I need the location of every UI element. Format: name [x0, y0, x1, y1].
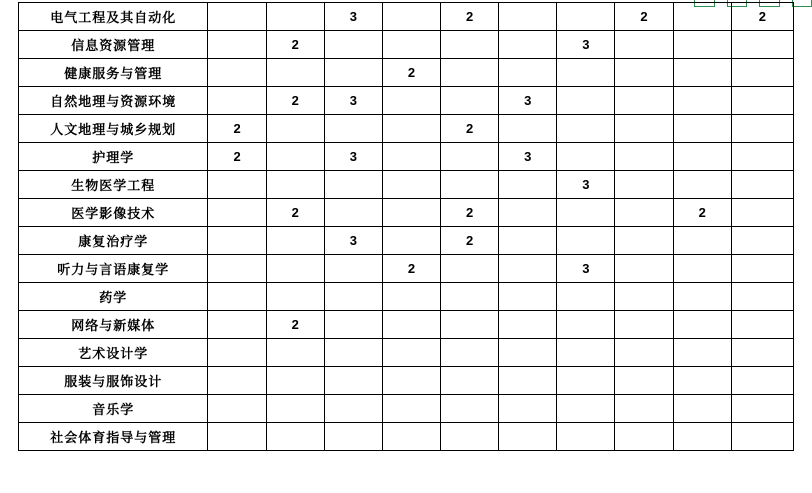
quota-cell — [208, 171, 266, 199]
quota-cell — [324, 199, 382, 227]
quota-cell — [731, 31, 793, 59]
quota-cell — [499, 3, 557, 31]
quota-cell — [208, 283, 266, 311]
quota-cell — [499, 339, 557, 367]
quota-cell — [615, 59, 673, 87]
quota-cell — [731, 59, 793, 87]
quota-cell — [382, 171, 440, 199]
quota-cell — [499, 115, 557, 143]
quota-cell — [382, 227, 440, 255]
quota-cell — [673, 87, 731, 115]
quota-cell — [208, 255, 266, 283]
major-name-cell: 服装与服饰设计 — [19, 367, 208, 395]
quota-cell — [499, 423, 557, 451]
quota-cell: 2 — [208, 115, 266, 143]
quota-cell — [382, 115, 440, 143]
quota-cell — [673, 31, 731, 59]
quota-cell — [731, 87, 793, 115]
quota-cell — [615, 143, 673, 171]
quota-cell: 2 — [673, 199, 731, 227]
quota-cell: 2 — [441, 199, 499, 227]
quota-cell — [382, 199, 440, 227]
quota-cell — [324, 395, 382, 423]
quota-cell — [731, 283, 793, 311]
major-name-cell: 音乐学 — [19, 395, 208, 423]
quota-cell — [731, 339, 793, 367]
major-name-cell: 网络与新媒体 — [19, 311, 208, 339]
quota-cell — [499, 59, 557, 87]
quota-cell — [266, 59, 324, 87]
table-row — [19, 3, 794, 31]
toolbar-button-4-icon[interactable] — [792, 0, 812, 7]
quota-cell — [731, 115, 793, 143]
quota-cell — [615, 367, 673, 395]
quota-cell — [266, 339, 324, 367]
quota-cell — [673, 423, 731, 451]
major-name-cell: 电气工程及其自动化 — [19, 3, 208, 31]
quota-cell — [731, 171, 793, 199]
quota-cell — [382, 311, 440, 339]
quota-cell — [324, 311, 382, 339]
quota-cell — [382, 3, 440, 31]
quota-cell — [615, 283, 673, 311]
table-row — [19, 423, 794, 451]
quota-cell: 3 — [324, 143, 382, 171]
quota-cell — [266, 283, 324, 311]
quota-cell — [441, 255, 499, 283]
quota-cell — [208, 59, 266, 87]
quota-cell — [324, 283, 382, 311]
quota-cell — [557, 311, 615, 339]
quota-cell: 3 — [557, 171, 615, 199]
quota-cell — [673, 311, 731, 339]
quota-cell: 2 — [441, 115, 499, 143]
major-name-cell: 人文地理与城乡规划 — [19, 115, 208, 143]
table-row — [19, 283, 794, 311]
quota-cell — [208, 227, 266, 255]
quota-cell — [266, 367, 324, 395]
quota-cell — [557, 227, 615, 255]
quota-cell — [731, 227, 793, 255]
quota-cell — [615, 171, 673, 199]
quota-cell — [208, 367, 266, 395]
quota-cell — [324, 171, 382, 199]
table-row — [19, 311, 794, 339]
quota-cell: 2 — [266, 199, 324, 227]
quota-cell — [673, 283, 731, 311]
quota-cell — [731, 423, 793, 451]
quota-cell: 2 — [382, 255, 440, 283]
quota-cell — [499, 31, 557, 59]
quota-cell — [615, 395, 673, 423]
quota-cell — [208, 199, 266, 227]
quota-cell — [731, 143, 793, 171]
quota-cell — [441, 171, 499, 199]
quota-cell — [499, 171, 557, 199]
quota-cell — [441, 423, 499, 451]
quota-cell — [557, 3, 615, 31]
quota-cell — [557, 87, 615, 115]
quota-cell — [731, 367, 793, 395]
quota-cell — [615, 199, 673, 227]
table-row — [19, 255, 794, 283]
quota-cell — [266, 395, 324, 423]
quota-cell — [441, 367, 499, 395]
quota-cell — [266, 423, 324, 451]
quota-cell — [208, 395, 266, 423]
quota-cell: 3 — [499, 143, 557, 171]
quota-cell — [382, 283, 440, 311]
quota-cell: 2 — [266, 87, 324, 115]
quota-cell: 2 — [208, 143, 266, 171]
major-name-cell: 药学 — [19, 283, 208, 311]
quota-cell — [557, 143, 615, 171]
table-row — [19, 199, 794, 227]
quota-cell — [324, 339, 382, 367]
quota-cell: 2 — [266, 31, 324, 59]
quota-cell — [441, 31, 499, 59]
quota-cell — [731, 255, 793, 283]
quota-cell — [266, 227, 324, 255]
major-name-cell: 听力与言语康复学 — [19, 255, 208, 283]
quota-cell — [266, 171, 324, 199]
quota-cell: 3 — [557, 255, 615, 283]
quota-cell: 3 — [324, 3, 382, 31]
quota-cell — [499, 227, 557, 255]
quota-cell — [673, 115, 731, 143]
table-row — [19, 59, 794, 87]
major-name-cell: 健康服务与管理 — [19, 59, 208, 87]
quota-cell — [441, 395, 499, 423]
quota-cell — [266, 115, 324, 143]
quota-cell — [499, 367, 557, 395]
quota-cell — [673, 171, 731, 199]
quota-cell — [615, 423, 673, 451]
quota-cell: 3 — [324, 87, 382, 115]
major-name-cell: 艺术设计学 — [19, 339, 208, 367]
quota-cell — [441, 59, 499, 87]
quota-cell — [499, 255, 557, 283]
quota-cell — [324, 367, 382, 395]
quota-cell — [557, 395, 615, 423]
quota-cell — [208, 3, 266, 31]
quota-cell — [557, 423, 615, 451]
quota-cell — [673, 339, 731, 367]
quota-cell — [441, 311, 499, 339]
quota-cell — [499, 199, 557, 227]
table-row — [19, 227, 794, 255]
quota-cell — [557, 283, 615, 311]
quota-cell — [382, 143, 440, 171]
quota-cell — [324, 31, 382, 59]
major-name-cell: 康复治疗学 — [19, 227, 208, 255]
quota-cell — [324, 59, 382, 87]
quota-cell — [324, 423, 382, 451]
table-row — [19, 31, 794, 59]
quota-cell: 2 — [615, 3, 673, 31]
quota-cell — [441, 339, 499, 367]
major-name-cell: 信息资源管理 — [19, 31, 208, 59]
quota-cell — [615, 115, 673, 143]
quota-cell: 2 — [441, 227, 499, 255]
quota-cell — [731, 199, 793, 227]
quota-cell — [731, 311, 793, 339]
quota-cell — [557, 367, 615, 395]
quota-cell — [382, 367, 440, 395]
quota-cell — [557, 115, 615, 143]
quota-cell: 2 — [266, 311, 324, 339]
quota-cell — [615, 255, 673, 283]
quota-cell — [673, 367, 731, 395]
quota-cell — [382, 87, 440, 115]
quota-cell — [731, 395, 793, 423]
quota-cell — [324, 115, 382, 143]
quota-cell — [615, 227, 673, 255]
quota-cell — [208, 423, 266, 451]
quota-cell — [557, 199, 615, 227]
quota-cell — [208, 339, 266, 367]
major-name-cell: 自然地理与资源环境 — [19, 87, 208, 115]
quota-cell — [382, 31, 440, 59]
table-row — [19, 115, 794, 143]
quota-cell: 3 — [499, 87, 557, 115]
quota-cell — [382, 395, 440, 423]
table-row — [19, 143, 794, 171]
table-row — [19, 339, 794, 367]
quota-cell — [615, 311, 673, 339]
major-name-cell: 生物医学工程 — [19, 171, 208, 199]
quota-cell: 3 — [324, 227, 382, 255]
quota-cell — [673, 227, 731, 255]
quota-cell — [441, 143, 499, 171]
quota-cell — [382, 339, 440, 367]
major-name-cell: 护理学 — [19, 143, 208, 171]
quota-cell — [557, 339, 615, 367]
quota-cell — [208, 311, 266, 339]
quota-cell — [499, 283, 557, 311]
quota-cell — [441, 283, 499, 311]
quota-cell — [499, 395, 557, 423]
table-row — [19, 367, 794, 395]
quota-cell — [324, 255, 382, 283]
quota-cell — [441, 87, 499, 115]
quota-cell — [673, 59, 731, 87]
table-row — [19, 87, 794, 115]
quota-cell — [557, 59, 615, 87]
quota-cell: 3 — [557, 31, 615, 59]
quota-cell — [673, 255, 731, 283]
quota-cell — [499, 311, 557, 339]
majors-quota-table — [18, 2, 794, 451]
quota-cell — [615, 339, 673, 367]
quota-cell — [673, 395, 731, 423]
major-name-cell: 社会体育指导与管理 — [19, 423, 208, 451]
quota-cell — [208, 87, 266, 115]
table-row — [19, 395, 794, 423]
major-name-cell: 医学影像技术 — [19, 199, 208, 227]
quota-cell — [615, 87, 673, 115]
quota-cell — [208, 31, 266, 59]
quota-cell — [266, 255, 324, 283]
quota-cell: 2 — [382, 59, 440, 87]
quota-cell — [615, 31, 673, 59]
table-row — [19, 171, 794, 199]
quota-cell — [382, 423, 440, 451]
quota-cell — [266, 3, 324, 31]
quota-cell: 2 — [441, 3, 499, 31]
quota-cell: 2 — [731, 3, 793, 31]
quota-cell — [673, 143, 731, 171]
quota-cell — [673, 3, 731, 31]
quota-cell — [266, 143, 324, 171]
